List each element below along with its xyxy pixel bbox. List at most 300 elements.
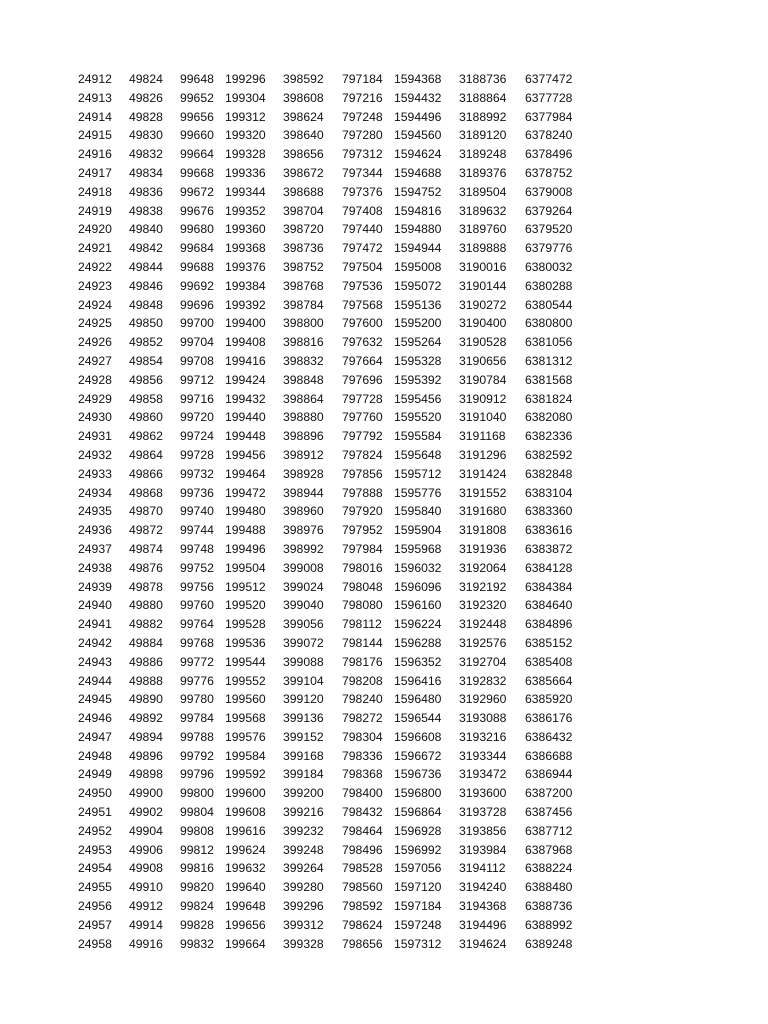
table-cell: 24917 xyxy=(78,165,112,180)
table-cell: 1596480 xyxy=(394,692,442,707)
table-cell: 6386176 xyxy=(525,711,573,726)
table-cell: 49830 xyxy=(129,128,163,143)
table-row xyxy=(78,314,585,333)
table-cell: 798432 xyxy=(342,805,383,820)
table-cell: 199632 xyxy=(225,861,266,876)
table-cell: 49884 xyxy=(129,635,163,650)
table-cell: 199392 xyxy=(225,297,266,312)
table-cell: 399152 xyxy=(283,729,324,744)
table-cell: 199512 xyxy=(225,579,266,594)
table-cell: 24957 xyxy=(78,917,112,932)
table-cell: 3189888 xyxy=(459,241,507,256)
table-cell: 6385920 xyxy=(525,692,573,707)
table-cell: 3192960 xyxy=(459,692,507,707)
table-cell: 6387456 xyxy=(525,805,573,820)
table-cell: 49852 xyxy=(129,335,163,350)
table-cell: 199648 xyxy=(225,899,266,914)
table-cell: 99752 xyxy=(180,560,214,575)
table-row xyxy=(78,540,585,559)
table-cell: 398768 xyxy=(283,278,324,293)
table-cell: 797632 xyxy=(342,335,383,350)
table-cell: 1596160 xyxy=(394,598,442,613)
table-cell: 99748 xyxy=(180,541,214,556)
table-cell: 398720 xyxy=(283,222,324,237)
table-cell: 49864 xyxy=(129,447,163,462)
table-cell: 1594752 xyxy=(394,184,442,199)
table-cell: 3188992 xyxy=(459,109,507,124)
table-cell: 1596224 xyxy=(394,617,442,632)
table-row xyxy=(78,709,585,728)
table-cell: 49844 xyxy=(129,259,163,274)
table-cell: 797184 xyxy=(342,72,383,86)
table-cell: 798464 xyxy=(342,823,383,838)
table-cell: 199448 xyxy=(225,429,266,444)
table-cell: 24936 xyxy=(78,523,112,538)
table-cell: 798656 xyxy=(342,936,383,951)
table-cell: 24943 xyxy=(78,654,112,669)
table-cell: 6385152 xyxy=(525,635,573,650)
table-cell: 6377984 xyxy=(525,109,573,124)
table-cell: 797760 xyxy=(342,410,383,425)
table-cell: 3189632 xyxy=(459,203,507,218)
table-cell: 1597312 xyxy=(394,936,442,951)
table-cell: 6382336 xyxy=(525,429,573,444)
table-cell: 24918 xyxy=(78,184,112,199)
table-cell: 99680 xyxy=(180,222,214,237)
table-cell: 99800 xyxy=(180,786,214,801)
table-cell: 49866 xyxy=(129,466,163,481)
table-cell: 99796 xyxy=(180,767,214,782)
table-row xyxy=(78,427,585,446)
table-cell: 398656 xyxy=(283,147,324,162)
table-cell: 6383872 xyxy=(525,541,573,556)
table-cell: 3194496 xyxy=(459,917,507,932)
table-cell: 797216 xyxy=(342,90,383,105)
table-cell: 199296 xyxy=(225,72,266,86)
table-row xyxy=(78,559,585,578)
table-row xyxy=(78,202,585,221)
table-cell: 797984 xyxy=(342,541,383,556)
table-cell: 3190656 xyxy=(459,353,507,368)
table-cell: 1594496 xyxy=(394,109,442,124)
table-cell: 199480 xyxy=(225,504,266,519)
table-cell: 1596864 xyxy=(394,805,442,820)
table-cell: 199536 xyxy=(225,635,266,650)
table-cell: 797952 xyxy=(342,523,383,538)
table-cell: 199344 xyxy=(225,184,266,199)
table-cell: 49908 xyxy=(129,861,163,876)
table-cell: 3190400 xyxy=(459,316,507,331)
table-cell: 199592 xyxy=(225,767,266,782)
table-cell: 6385664 xyxy=(525,673,573,688)
table-cell: 99804 xyxy=(180,805,214,820)
table-cell: 199352 xyxy=(225,203,266,218)
table-row xyxy=(78,108,585,127)
table-cell: 797568 xyxy=(342,297,383,312)
table-cell: 3191168 xyxy=(459,429,506,444)
table-cell: 24915 xyxy=(78,128,112,143)
table-cell: 49874 xyxy=(129,541,163,556)
table-cell: 1596288 xyxy=(394,635,442,650)
table-cell: 3191552 xyxy=(459,485,507,500)
table-row xyxy=(78,578,585,597)
table-cell: 797504 xyxy=(342,259,383,274)
table-cell: 398608 xyxy=(283,90,324,105)
table-cell: 49860 xyxy=(129,410,163,425)
table-cell: 798592 xyxy=(342,899,383,914)
table-cell: 6388480 xyxy=(525,880,573,895)
table-cell: 199304 xyxy=(225,90,266,105)
table-cell: 199584 xyxy=(225,748,266,763)
table-cell: 49912 xyxy=(129,899,163,914)
table-cell: 6380800 xyxy=(525,316,573,331)
table-row xyxy=(78,70,585,89)
table-cell: 99780 xyxy=(180,692,214,707)
table-cell: 99672 xyxy=(180,184,214,199)
table-row xyxy=(78,408,585,427)
table-row xyxy=(78,859,585,878)
table-cell: 99708 xyxy=(180,353,214,368)
table-cell: 99668 xyxy=(180,165,214,180)
table-cell: 99656 xyxy=(180,109,214,124)
table-cell: 3193600 xyxy=(459,786,507,801)
table-cell: 1595584 xyxy=(394,429,442,444)
table-cell: 99700 xyxy=(180,316,214,331)
table-cell: 24922 xyxy=(78,259,112,274)
table-cell: 49838 xyxy=(129,203,163,218)
table-cell: 1595072 xyxy=(394,278,442,293)
table-cell: 398688 xyxy=(283,184,324,199)
table-cell: 24953 xyxy=(78,842,112,857)
table-cell: 798272 xyxy=(342,711,383,726)
table-cell: 3192832 xyxy=(459,673,507,688)
table-cell: 49862 xyxy=(129,429,163,444)
table-cell: 399136 xyxy=(283,711,324,726)
table-cell: 6386432 xyxy=(525,729,573,744)
table-cell: 99652 xyxy=(180,90,214,105)
table-cell: 199376 xyxy=(225,259,266,274)
table-cell: 24930 xyxy=(78,410,112,425)
table-cell: 6387712 xyxy=(525,823,573,838)
table-cell: 199472 xyxy=(225,485,266,500)
table-cell: 798048 xyxy=(342,579,383,594)
table-cell: 3193984 xyxy=(459,842,507,857)
table-cell: 49870 xyxy=(129,504,163,519)
table-cell: 399184 xyxy=(283,767,324,782)
table-cell: 798240 xyxy=(342,692,383,707)
table-cell: 399280 xyxy=(283,880,324,895)
table-cell: 3193728 xyxy=(459,805,507,820)
table-cell: 49916 xyxy=(129,936,163,951)
table-row xyxy=(78,822,585,841)
table-cell: 399296 xyxy=(283,899,324,914)
table-cell: 49878 xyxy=(129,579,163,594)
table-cell: 24949 xyxy=(78,767,112,782)
table-cell: 798304 xyxy=(342,729,383,744)
table-cell: 398992 xyxy=(283,541,324,556)
table-cell: 1596672 xyxy=(394,748,442,763)
table-cell: 49900 xyxy=(129,786,163,801)
table-row xyxy=(78,446,585,465)
table-cell: 1594880 xyxy=(394,222,442,237)
table-cell: 49850 xyxy=(129,316,163,331)
table-cell: 798496 xyxy=(342,842,383,857)
table-cell: 1597120 xyxy=(394,880,442,895)
table-cell: 49910 xyxy=(129,880,163,895)
table-row xyxy=(78,521,585,540)
table-cell: 3189120 xyxy=(459,128,507,143)
table-cell: 199664 xyxy=(225,936,266,951)
table-cell: 99684 xyxy=(180,241,214,256)
table-row xyxy=(78,634,585,653)
table-cell: 3189376 xyxy=(459,165,507,180)
table-cell: 99824 xyxy=(180,899,214,914)
table-row xyxy=(78,333,585,352)
table-cell: 398784 xyxy=(283,297,324,312)
table-cell: 99692 xyxy=(180,278,214,293)
table-cell: 49836 xyxy=(129,184,163,199)
table-cell: 99764 xyxy=(180,617,214,632)
table-cell: 6381056 xyxy=(525,335,573,350)
number-table-body xyxy=(78,70,585,953)
table-cell: 99704 xyxy=(180,335,214,350)
table-cell: 399120 xyxy=(283,692,324,707)
table-cell: 398704 xyxy=(283,203,324,218)
table-cell: 398976 xyxy=(283,523,324,538)
table-cell: 6383616 xyxy=(525,523,573,538)
table-row xyxy=(78,352,585,371)
table-cell: 199560 xyxy=(225,692,266,707)
table-cell: 199368 xyxy=(225,241,266,256)
table-row xyxy=(78,803,585,822)
table-cell: 99776 xyxy=(180,673,214,688)
table-cell: 199528 xyxy=(225,617,266,632)
table-cell: 1596096 xyxy=(394,579,442,594)
table-cell: 199576 xyxy=(225,729,266,744)
table-cell: 24913 xyxy=(78,90,112,105)
table-cell: 99816 xyxy=(180,861,214,876)
table-cell: 24958 xyxy=(78,936,112,951)
table-cell: 24931 xyxy=(78,429,112,444)
table-cell: 49880 xyxy=(129,598,163,613)
table-cell: 1595712 xyxy=(394,466,442,481)
table-cell: 24921 xyxy=(78,241,112,256)
table-cell: 49896 xyxy=(129,748,163,763)
table-cell: 798080 xyxy=(342,598,383,613)
table-cell: 24942 xyxy=(78,635,112,650)
table-cell: 199488 xyxy=(225,523,266,538)
table-cell: 398832 xyxy=(283,353,324,368)
table-cell: 49888 xyxy=(129,673,163,688)
table-cell: 24934 xyxy=(78,485,112,500)
table-cell: 6382592 xyxy=(525,447,573,462)
table-cell: 49890 xyxy=(129,692,163,707)
table-cell: 1596992 xyxy=(394,842,442,857)
table-cell: 1596544 xyxy=(394,711,442,726)
table-cell: 24929 xyxy=(78,391,112,406)
table-cell: 399200 xyxy=(283,786,324,801)
table-cell: 199456 xyxy=(225,447,266,462)
table-cell: 3193472 xyxy=(459,767,507,782)
table-cell: 199424 xyxy=(225,372,266,387)
table-cell: 6383104 xyxy=(525,485,573,500)
table-cell: 99660 xyxy=(180,128,214,143)
table-cell: 797376 xyxy=(342,184,383,199)
table-cell: 3189760 xyxy=(459,222,507,237)
table-cell: 24928 xyxy=(78,372,112,387)
table-cell: 24951 xyxy=(78,805,112,820)
table-cell: 797248 xyxy=(342,109,383,124)
table-cell: 798176 xyxy=(342,654,383,669)
table-cell: 1596608 xyxy=(394,729,442,744)
table-cell: 6388224 xyxy=(525,861,573,876)
table-row xyxy=(78,728,585,747)
table-cell: 3191424 xyxy=(459,466,507,481)
table-cell: 49824 xyxy=(129,72,163,86)
table-cell: 398848 xyxy=(283,372,324,387)
table-cell: 49882 xyxy=(129,617,163,632)
table-cell: 399008 xyxy=(283,560,324,575)
table-cell: 6380544 xyxy=(525,297,573,312)
table-cell: 199600 xyxy=(225,786,266,801)
table-row xyxy=(78,747,585,766)
table-cell: 1595328 xyxy=(394,353,442,368)
table-cell: 1595904 xyxy=(394,523,442,538)
table-cell: 1597184 xyxy=(394,899,442,914)
table-row xyxy=(78,296,585,315)
table-cell: 199616 xyxy=(225,823,266,838)
table-cell: 199432 xyxy=(225,391,266,406)
table-cell: 99828 xyxy=(180,917,214,932)
table-row xyxy=(78,126,585,145)
table-cell: 798528 xyxy=(342,861,383,876)
table-cell: 99744 xyxy=(180,523,214,538)
table-cell: 49832 xyxy=(129,147,163,162)
table-cell: 49846 xyxy=(129,278,163,293)
table-cell: 24914 xyxy=(78,109,112,124)
table-cell: 398816 xyxy=(283,335,324,350)
table-cell: 199400 xyxy=(225,316,266,331)
table-cell: 3192448 xyxy=(459,617,507,632)
table-cell: 3191936 xyxy=(459,541,507,556)
table-row xyxy=(78,935,585,954)
table-cell: 798208 xyxy=(342,673,383,688)
table-cell: 797600 xyxy=(342,316,383,331)
table-cell: 1596416 xyxy=(394,673,442,688)
table-cell: 1595392 xyxy=(394,372,442,387)
table-cell: 798624 xyxy=(342,917,383,932)
table-cell: 3190784 xyxy=(459,372,507,387)
table-cell: 6382080 xyxy=(525,410,573,425)
table-cell: 1595840 xyxy=(394,504,442,519)
table-row xyxy=(78,653,585,672)
table-cell: 398800 xyxy=(283,316,324,331)
table-row xyxy=(78,145,585,164)
table-cell: 3188736 xyxy=(459,72,507,86)
table-cell: 3191296 xyxy=(459,447,507,462)
table-cell: 24952 xyxy=(78,823,112,838)
table-cell: 49894 xyxy=(129,729,163,744)
table-cell: 49902 xyxy=(129,805,163,820)
table-cell: 99768 xyxy=(180,635,214,650)
table-cell: 24944 xyxy=(78,673,112,688)
table-cell: 99676 xyxy=(180,203,214,218)
table-cell: 3193088 xyxy=(459,711,507,726)
table-cell: 49848 xyxy=(129,297,163,312)
table-cell: 1595648 xyxy=(394,447,442,462)
table-cell: 6386688 xyxy=(525,748,573,763)
table-cell: 6384896 xyxy=(525,617,573,632)
table-cell: 398944 xyxy=(283,485,324,500)
table-cell: 24933 xyxy=(78,466,112,481)
table-cell: 3194624 xyxy=(459,936,507,951)
table-cell: 399072 xyxy=(283,635,324,650)
table-cell: 398880 xyxy=(283,410,324,425)
table-cell: 1594432 xyxy=(394,90,442,105)
table-cell: 3190272 xyxy=(459,297,507,312)
table-cell: 99664 xyxy=(180,147,214,162)
table-cell: 797728 xyxy=(342,391,383,406)
table-cell: 49854 xyxy=(129,353,163,368)
table-cell: 798368 xyxy=(342,767,383,782)
table-cell: 1596928 xyxy=(394,823,442,838)
table-cell: 99740 xyxy=(180,504,214,519)
table-cell: 6382848 xyxy=(525,466,573,481)
table-cell: 3193216 xyxy=(459,729,507,744)
table-cell: 49842 xyxy=(129,241,163,256)
table-cell: 798112 xyxy=(342,617,382,632)
table-row xyxy=(78,690,585,709)
table-cell: 3191040 xyxy=(459,410,507,425)
table-cell: 49868 xyxy=(129,485,163,500)
table-cell: 6384384 xyxy=(525,579,573,594)
table-cell: 1594560 xyxy=(394,128,442,143)
table-cell: 398912 xyxy=(283,447,324,462)
table-cell: 24923 xyxy=(78,278,112,293)
table-cell: 398736 xyxy=(283,241,324,256)
table-cell: 6378752 xyxy=(525,165,573,180)
table-row xyxy=(78,465,585,484)
table-cell: 1594816 xyxy=(394,203,442,218)
table-cell: 6387200 xyxy=(525,786,573,801)
table-row xyxy=(78,916,585,935)
table-cell: 797920 xyxy=(342,504,383,519)
table-cell: 49876 xyxy=(129,560,163,575)
table-cell: 797280 xyxy=(342,128,383,143)
table-cell: 797664 xyxy=(342,353,383,368)
table-cell: 49892 xyxy=(129,711,163,726)
table-cell: 398864 xyxy=(283,391,324,406)
table-cell: 3188864 xyxy=(459,90,507,105)
table-row xyxy=(78,258,585,277)
table-cell: 49840 xyxy=(129,222,163,237)
table-cell: 24948 xyxy=(78,748,112,763)
table-cell: 1595264 xyxy=(394,335,442,350)
table-cell: 398896 xyxy=(283,429,324,444)
table-row xyxy=(78,841,585,860)
table-row xyxy=(78,89,585,108)
table-cell: 797312 xyxy=(342,147,383,162)
table-cell: 99772 xyxy=(180,654,214,669)
table-cell: 3194368 xyxy=(459,899,507,914)
table-cell: 3192320 xyxy=(459,598,507,613)
table-cell: 6378240 xyxy=(525,128,573,143)
table-cell: 24939 xyxy=(78,579,112,594)
table-cell: 199656 xyxy=(225,917,266,932)
table-cell: 49826 xyxy=(129,90,163,105)
table-cell: 24941 xyxy=(78,617,112,632)
table-cell: 797824 xyxy=(342,447,383,462)
